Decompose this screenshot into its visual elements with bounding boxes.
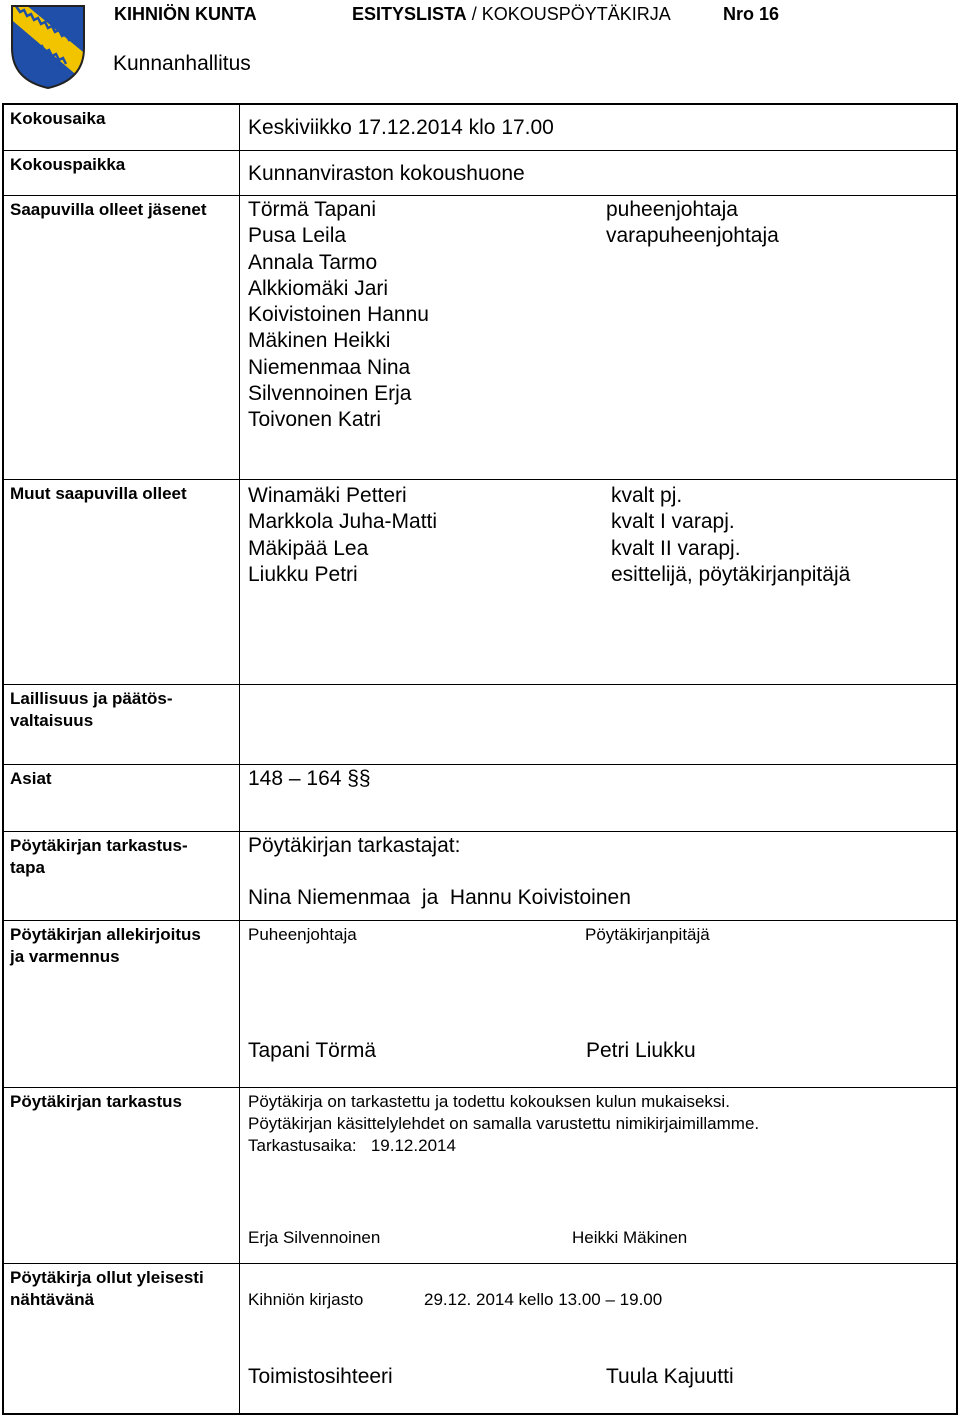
document-number: Nro 16 <box>723 4 780 24</box>
meeting-time-value: Keskiviikko 17.12.2014 klo 17.00 <box>248 116 554 139</box>
member-name: Koivistoinen Hannu <box>248 303 429 327</box>
municipality-name: KIHNIÖN KUNTA <box>114 4 257 24</box>
public-display-signer-title: Toimistosihteeri <box>248 1365 393 1388</box>
inspection-statement-line2: Pöytäkirjan käsittelylehdet on samalla varustettu nimikirjaimillamme. <box>248 1114 760 1133</box>
signature-role-chair: Puheenjohtaja <box>248 925 357 944</box>
inspector-left-name: Erja Silvennoinen <box>248 1228 381 1247</box>
member-name: Niemenmaa Nina <box>248 355 411 379</box>
organ-name: Kunnanhallitus <box>113 52 251 75</box>
doc-type-agenda: ESITYSLISTA <box>352 4 467 24</box>
member-role: puheenjohtaja <box>606 198 738 221</box>
public-display-period: 29.12. 2014 kello 13.00 – 19.00 <box>424 1290 663 1309</box>
inspector-right-name: Heikki Mäkinen <box>572 1228 688 1247</box>
label-signature-line1: Pöytäkirjan allekirjoitus <box>10 925 201 944</box>
inspectors-heading: Pöytäkirjan tarkastajat: <box>248 834 461 857</box>
member-name-list <box>248 197 429 434</box>
public-display-place: Kihniön kirjasto <box>248 1290 364 1309</box>
row-legality <box>4 684 956 765</box>
label-items: Asiat <box>4 765 240 832</box>
label-inspection: Pöytäkirjan tarkastus <box>4 1088 240 1264</box>
inspection-time-value: 19.12.2014 <box>370 1136 456 1155</box>
label-public-display-line2: nähtävänä <box>10 1290 95 1309</box>
other-name: Liukku Petri <box>248 562 358 586</box>
label-meeting-time: Kokousaika <box>4 105 240 150</box>
other-name: Winamäki Petteri <box>248 484 407 507</box>
other-role: kvalt pj. <box>611 484 683 507</box>
row-inspection <box>4 1087 956 1264</box>
label-public-display <box>4 1264 240 1414</box>
document-header <box>0 0 960 104</box>
row-others-present <box>4 479 956 685</box>
doc-type-minutes: KOKOUSPÖYTÄKIRJA <box>481 4 671 24</box>
label-inspection-method-line1: Pöytäkirjan tarkastus- <box>10 836 188 855</box>
label-public-display-line1: Pöytäkirja ollut yleisesti <box>10 1268 204 1287</box>
member-name: Alkkiomäki Jari <box>248 276 389 300</box>
member-name: Silvennoinen Erja <box>248 382 412 406</box>
inspectors-names: Nina Niemenmaa ja Hannu Koivistoinen <box>248 886 631 909</box>
other-role: kvalt I varapj. <box>611 510 735 534</box>
inspection-time-label: Tarkastusaika: <box>248 1136 357 1155</box>
label-inspection-method <box>4 832 240 921</box>
row-public-display <box>4 1263 956 1414</box>
other-role: kvalt II varapj. <box>611 536 741 560</box>
row-signature <box>4 920 956 1088</box>
member-name: Törmä Tapani <box>248 198 377 221</box>
label-legality-line1: Laillisuus ja päätös- <box>10 689 173 708</box>
signature-role-secretary: Pöytäkirjanpitäjä <box>585 925 710 944</box>
row-meeting-place <box>4 150 956 196</box>
row-inspection-method <box>4 831 956 921</box>
label-legality <box>4 685 240 765</box>
label-members-present: Saapuvilla olleet jäsenet <box>4 196 240 480</box>
doc-type-separator: / <box>466 4 482 24</box>
member-name: Mäkinen Heikki <box>248 329 391 353</box>
signature-name-chair: Tapani Törmä <box>248 1039 377 1062</box>
items-range-value: 148 – 164 §§ <box>248 767 371 790</box>
others-role-list <box>611 483 850 588</box>
label-inspection-method-line2: tapa <box>10 858 45 877</box>
signature-name-secretary: Petri Liukku <box>586 1039 696 1062</box>
other-role: esittelijä, pöytäkirjanpitäjä <box>611 562 851 586</box>
minutes-table <box>2 103 958 1415</box>
label-signature <box>4 921 240 1088</box>
inspection-time <box>248 1135 456 1157</box>
label-legality-line2: valtaisuus <box>10 711 94 730</box>
public-display-signer-name: Tuula Kajuutti <box>606 1365 734 1388</box>
label-meeting-place: Kokouspaikka <box>4 151 240 196</box>
member-role: varapuheenjohtaja <box>606 224 779 248</box>
row-meeting-time <box>4 105 956 150</box>
member-name: Toivonen Katri <box>248 408 382 432</box>
label-others-present: Muut saapuvilla olleet <box>4 480 240 685</box>
row-items <box>4 764 956 832</box>
meeting-place-value: Kunnanviraston kokoushuone <box>248 162 525 185</box>
inspection-statement-line1: Pöytäkirja on tarkastettu ja todettu kokouksen kulun mukaiseksi. <box>248 1092 730 1111</box>
member-role-list <box>606 197 779 250</box>
coat-of-arms-icon <box>10 4 86 90</box>
others-name-list <box>248 483 437 588</box>
other-name: Markkola Juha-Matti <box>248 510 438 534</box>
other-name: Mäkipää Lea <box>248 536 369 560</box>
member-name: Annala Tarmo <box>248 250 378 274</box>
member-name: Pusa Leila <box>248 224 347 248</box>
label-signature-line2: ja varmennus <box>10 947 120 966</box>
document-type <box>352 4 671 25</box>
row-members-present <box>4 195 956 480</box>
